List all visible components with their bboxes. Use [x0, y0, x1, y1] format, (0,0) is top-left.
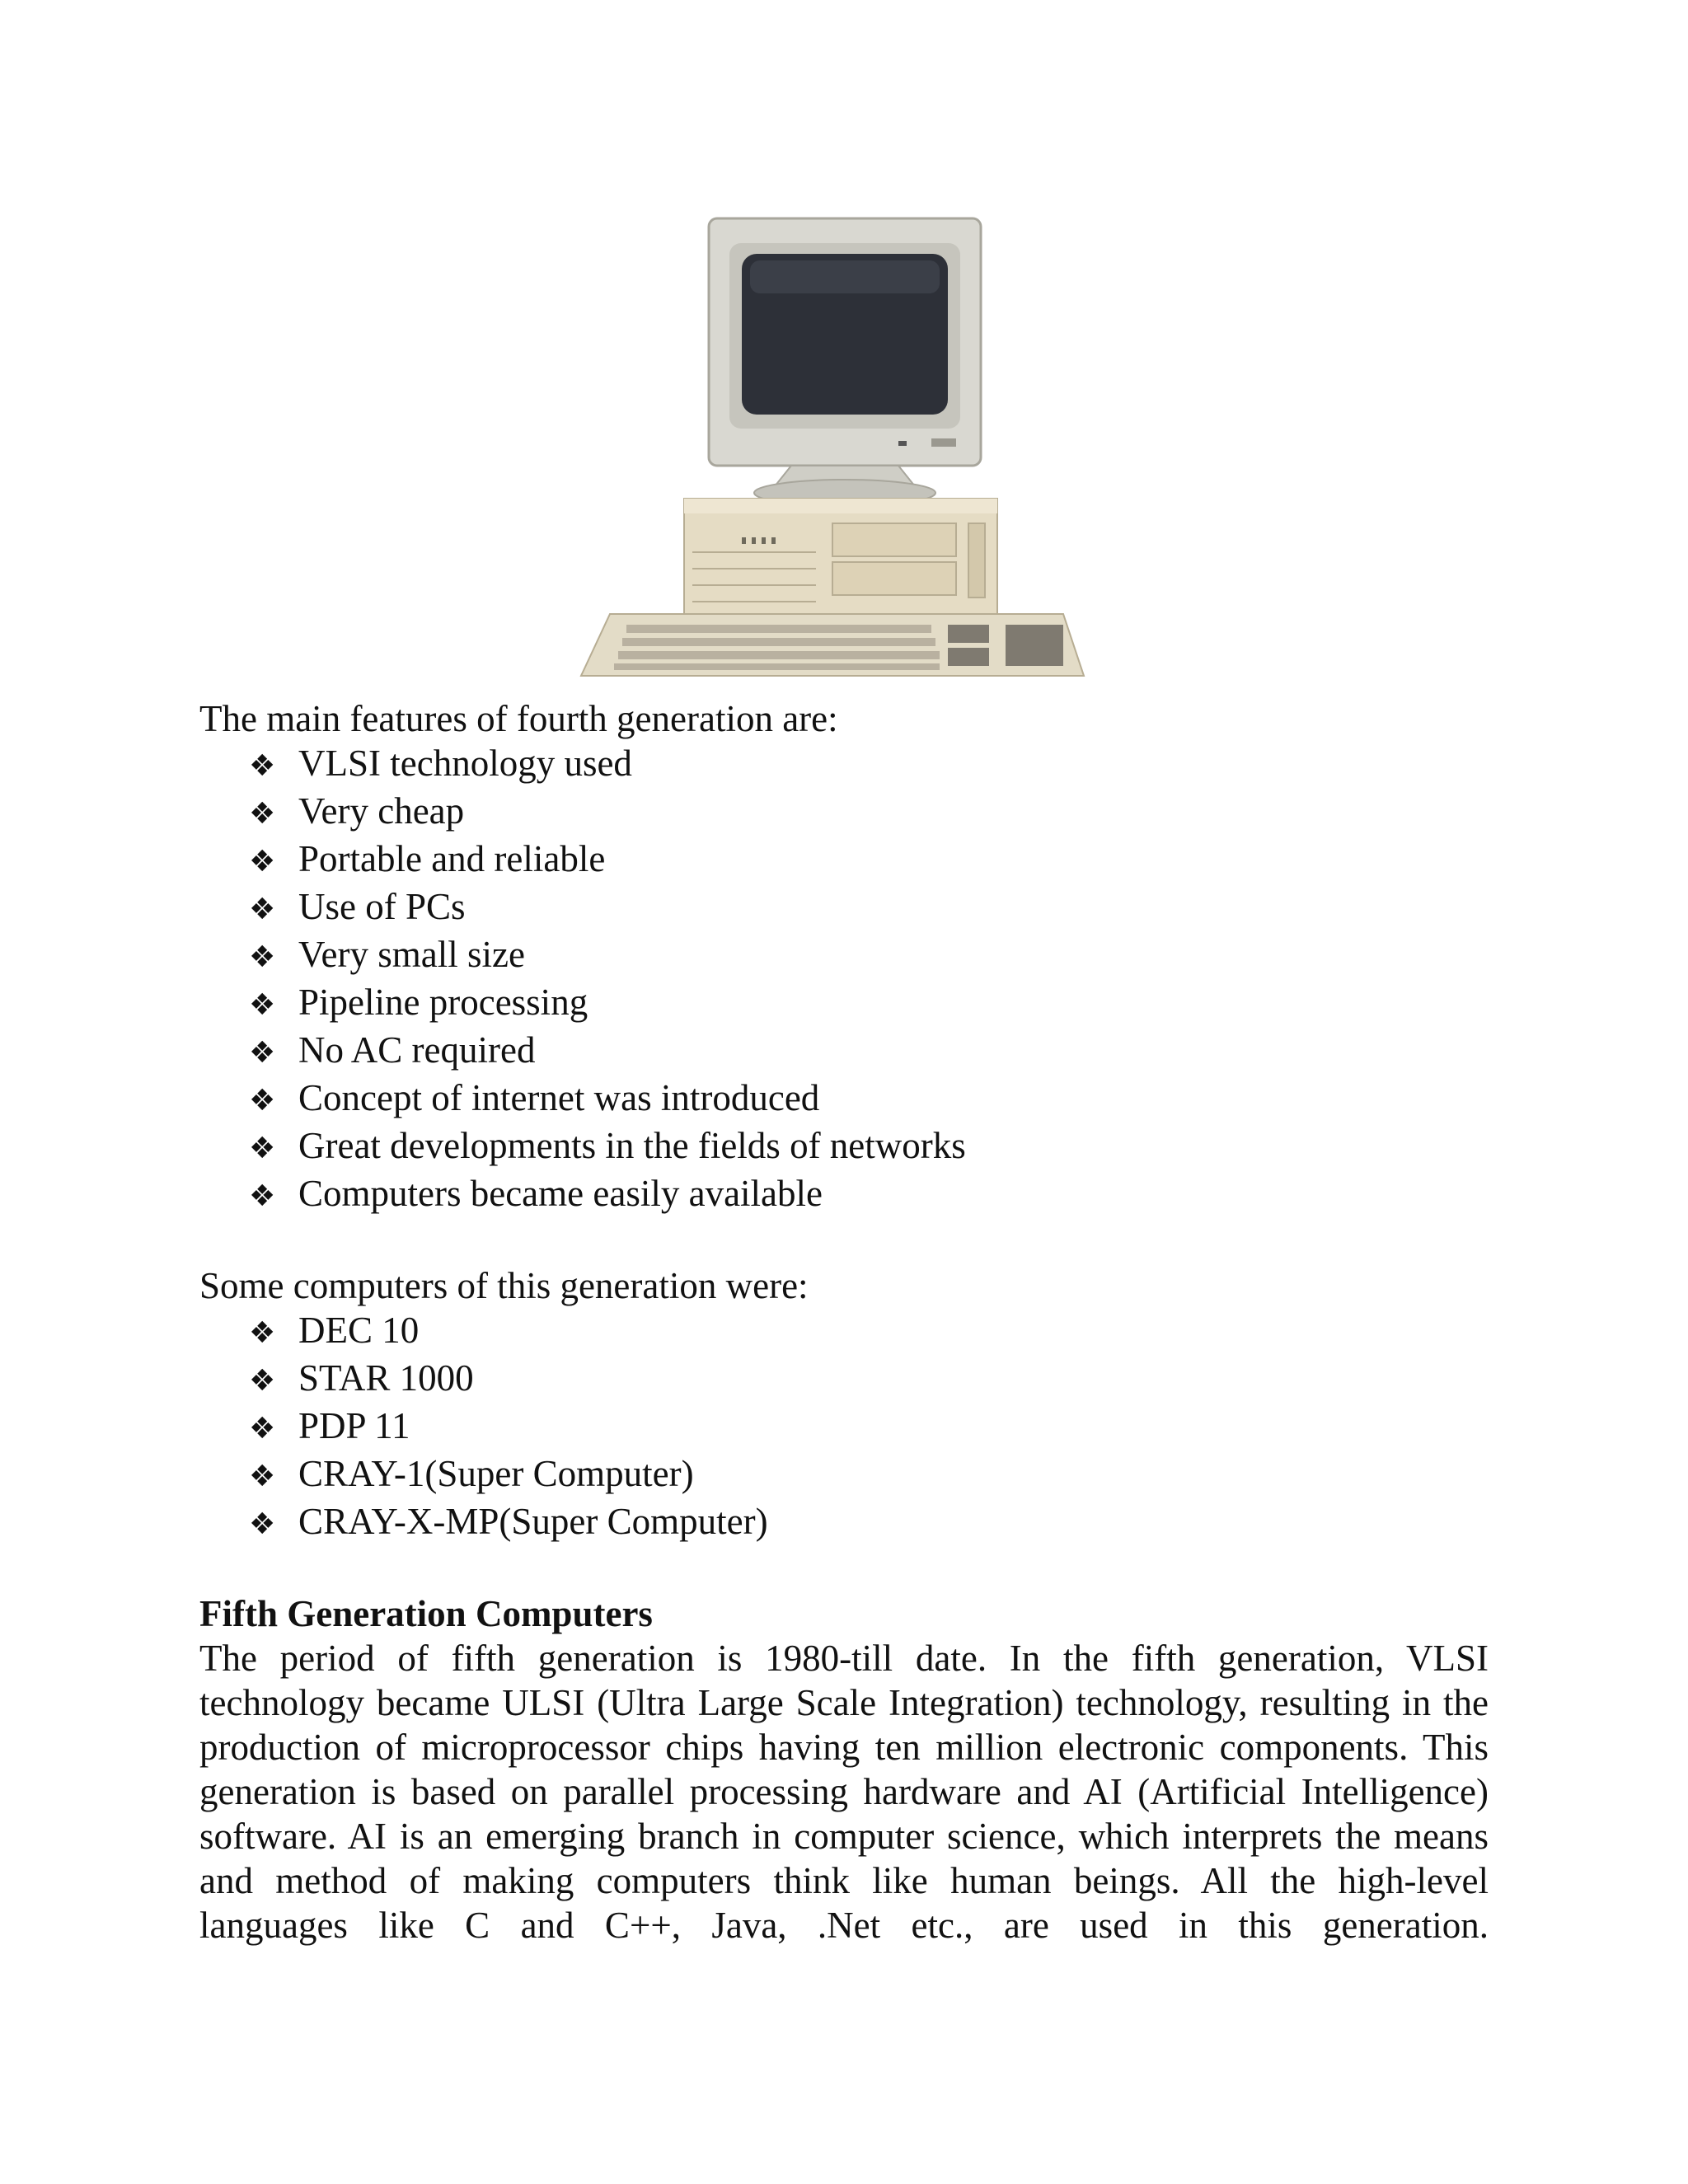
list-item-text: Very small size: [298, 934, 525, 975]
list-item: [249, 741, 1489, 789]
bullet-icon: ❖: [249, 1412, 276, 1446]
bullet-icon: ❖: [249, 940, 276, 974]
list-item-text: No AC required: [298, 1029, 536, 1071]
list-item: [249, 980, 1489, 1028]
list-item: [249, 1451, 1489, 1499]
spacer: [199, 1219, 1489, 1263]
bullet-icon: ❖: [249, 1507, 276, 1541]
bullet-icon: ❖: [249, 1364, 276, 1398]
bullet-icon: ❖: [249, 749, 276, 783]
bullet-icon: ❖: [249, 988, 276, 1022]
list-item-text: Concept of internet was introduced: [298, 1077, 820, 1118]
list-item: [249, 1028, 1489, 1076]
list-item: [249, 1499, 1489, 1547]
list-item-text: VLSI technology used: [298, 743, 632, 784]
spacer: [199, 1547, 1489, 1591]
features-intro: The main features of fourth generation are:: [199, 698, 838, 739]
list-item-text: CRAY-1(Super Computer): [298, 1453, 694, 1494]
bullet-icon: ❖: [249, 1084, 276, 1118]
list-item: [249, 884, 1489, 932]
list-item: [249, 1308, 1489, 1356]
list-item-text: Great developments in the fields of networks: [298, 1125, 966, 1166]
list-item-text: Portable and reliable: [298, 838, 606, 879]
list-item-text: PDP 11: [298, 1405, 410, 1446]
list-item: [249, 1123, 1489, 1171]
list-item-text: Computers became easily available: [298, 1173, 823, 1214]
list-item-text: CRAY-X-MP(Super Computer): [298, 1501, 768, 1542]
bullet-icon: ❖: [249, 1316, 276, 1350]
list-item: [249, 1356, 1489, 1404]
bullet-icon: ❖: [249, 845, 276, 879]
list-item: [249, 789, 1489, 837]
list-item: [249, 1171, 1489, 1219]
list-item-text: STAR 1000: [298, 1357, 474, 1399]
bullet-icon: ❖: [249, 893, 276, 926]
list-item-text: Very cheap: [298, 790, 465, 832]
bullet-icon: ❖: [249, 1460, 276, 1493]
list-item-text: Pipeline processing: [298, 982, 588, 1023]
features-list: [199, 741, 1489, 1219]
fifth-generation-paragraph: The period of fifth generation is 1980-till date. In the fifth generation, VLSI technology became ULSI (Ultra Large Scale Integration) technology, resulting in the production of microprocessor chips having ten million electronic components. This generation is based on parallel processing hardware and AI (Artificial Intelligence) software. AI is an emerging branch in computer science, which interprets the means and method of making computers think like human beings. All the high-level languages like C and C++, Java, .Net etc., are used in this generation.: [199, 1638, 1489, 1946]
list-item: [249, 932, 1489, 980]
document-body: [199, 696, 1489, 1947]
section-heading: Fifth Generation Computers: [199, 1593, 653, 1634]
bullet-icon: ❖: [249, 797, 276, 831]
computers-intro: Some computers of this generation were:: [199, 1265, 809, 1306]
list-item: [249, 1404, 1489, 1451]
computers-list: [199, 1308, 1489, 1547]
list-item-text: DEC 10: [298, 1310, 420, 1351]
bullet-icon: ❖: [249, 1036, 276, 1070]
bullet-icon: ❖: [249, 1132, 276, 1165]
list-item: [249, 1076, 1489, 1123]
list-item: [249, 837, 1489, 884]
list-item-text: Use of PCs: [298, 886, 466, 927]
bullet-icon: ❖: [249, 1179, 276, 1213]
computer-illustration: [569, 206, 1113, 701]
